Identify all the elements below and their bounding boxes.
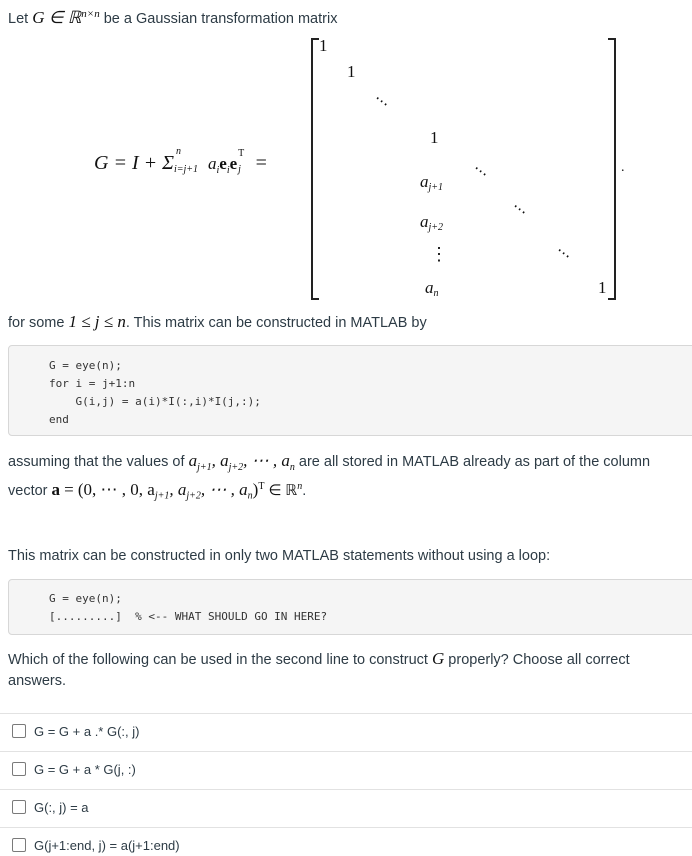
matrix-entry-aj2: $a_{j+2}$ (420, 212, 444, 233)
divider (0, 789, 692, 790)
equation-period: . (621, 160, 625, 175)
matrix-ddots: ⋯ (552, 242, 575, 265)
matrix-entry: 1 (319, 36, 328, 55)
option-label: G(:, j) = a (34, 799, 89, 815)
code-line: G = eye(n); (49, 359, 122, 372)
matrix-ddots: ⋯ (370, 90, 393, 113)
matrix-right-bracket (608, 38, 616, 300)
answer-option[interactable] (12, 758, 136, 780)
checkbox[interactable] (12, 762, 26, 776)
matrix-entry-an: $a_n$ (425, 278, 439, 299)
equation-lhs: G = I + Σ n i=j+1 $a_ie_ie$ T j = (94, 146, 267, 177)
code-line: G(i,j) = a(i)*I(:,i)*I(j,:); (49, 395, 261, 408)
paragraph-2-line-1: assuming that the values of $a_{j+1}$, $a_{j+2}$, ⋯ , $a_n$ are all stored in MATLAB already as part of the column (8, 451, 651, 473)
paragraph-3: This matrix can be constructed in only two MATLAB statements without using a loop: (8, 548, 551, 564)
code-block-1 (8, 345, 692, 436)
checkbox[interactable] (12, 724, 26, 738)
option-label: G = G + a .* G(:, j) (34, 723, 140, 739)
paragraph-1: for some 1 ≤ j ≤ n. This matrix can be constructed in MATLAB by (8, 312, 427, 331)
intro-text: Let G ∈ ℝ$^{n\times n}$ be a Gaussian transformation matrix (8, 7, 338, 27)
code-line: end (49, 413, 69, 426)
matrix-entry: 1 (598, 278, 607, 297)
matrix-entry: 1 (430, 128, 439, 147)
divider (0, 713, 692, 714)
code-line: for i = j+1:n (49, 377, 136, 390)
matrix-ddots: ⋯ (469, 160, 492, 183)
checkbox[interactable] (12, 800, 26, 814)
code-block-2 (8, 579, 692, 635)
code-line: G = eye(n); (49, 592, 122, 605)
answer-option[interactable] (12, 796, 89, 818)
option-label: G(j+1:end, j) = a(j+1:end) (34, 837, 180, 853)
intro-math: G ∈ ℝ (32, 7, 82, 27)
matrix-entry-aj1: $a_{j+1}$ (420, 172, 444, 193)
matrix-vdots: ⋮ (430, 244, 448, 264)
matrix-entry: 1 (347, 62, 356, 81)
divider (0, 827, 692, 828)
option-label: G = G + a * G(j, :) (34, 761, 136, 777)
question-text: Which of the following can be used in the second line to construct G properly? Choose all correct (8, 649, 630, 668)
paragraph-2-line-2: vector a = (0, ⋯ , 0, $a_{j+1}$, $a_{j+2}$, ⋯ , $a_n)^T$ ∈ ℝ$^n$. (8, 479, 307, 502)
matrix-left-bracket (311, 38, 319, 300)
checkbox[interactable] (12, 838, 26, 852)
answer-option[interactable] (12, 720, 139, 742)
question-text-line-2: answers. (8, 673, 67, 689)
matrix-ddots: ⋯ (508, 198, 531, 221)
divider (0, 751, 692, 752)
code-line: [.........] % <-- WHAT SHOULD GO IN HERE? (49, 610, 328, 623)
